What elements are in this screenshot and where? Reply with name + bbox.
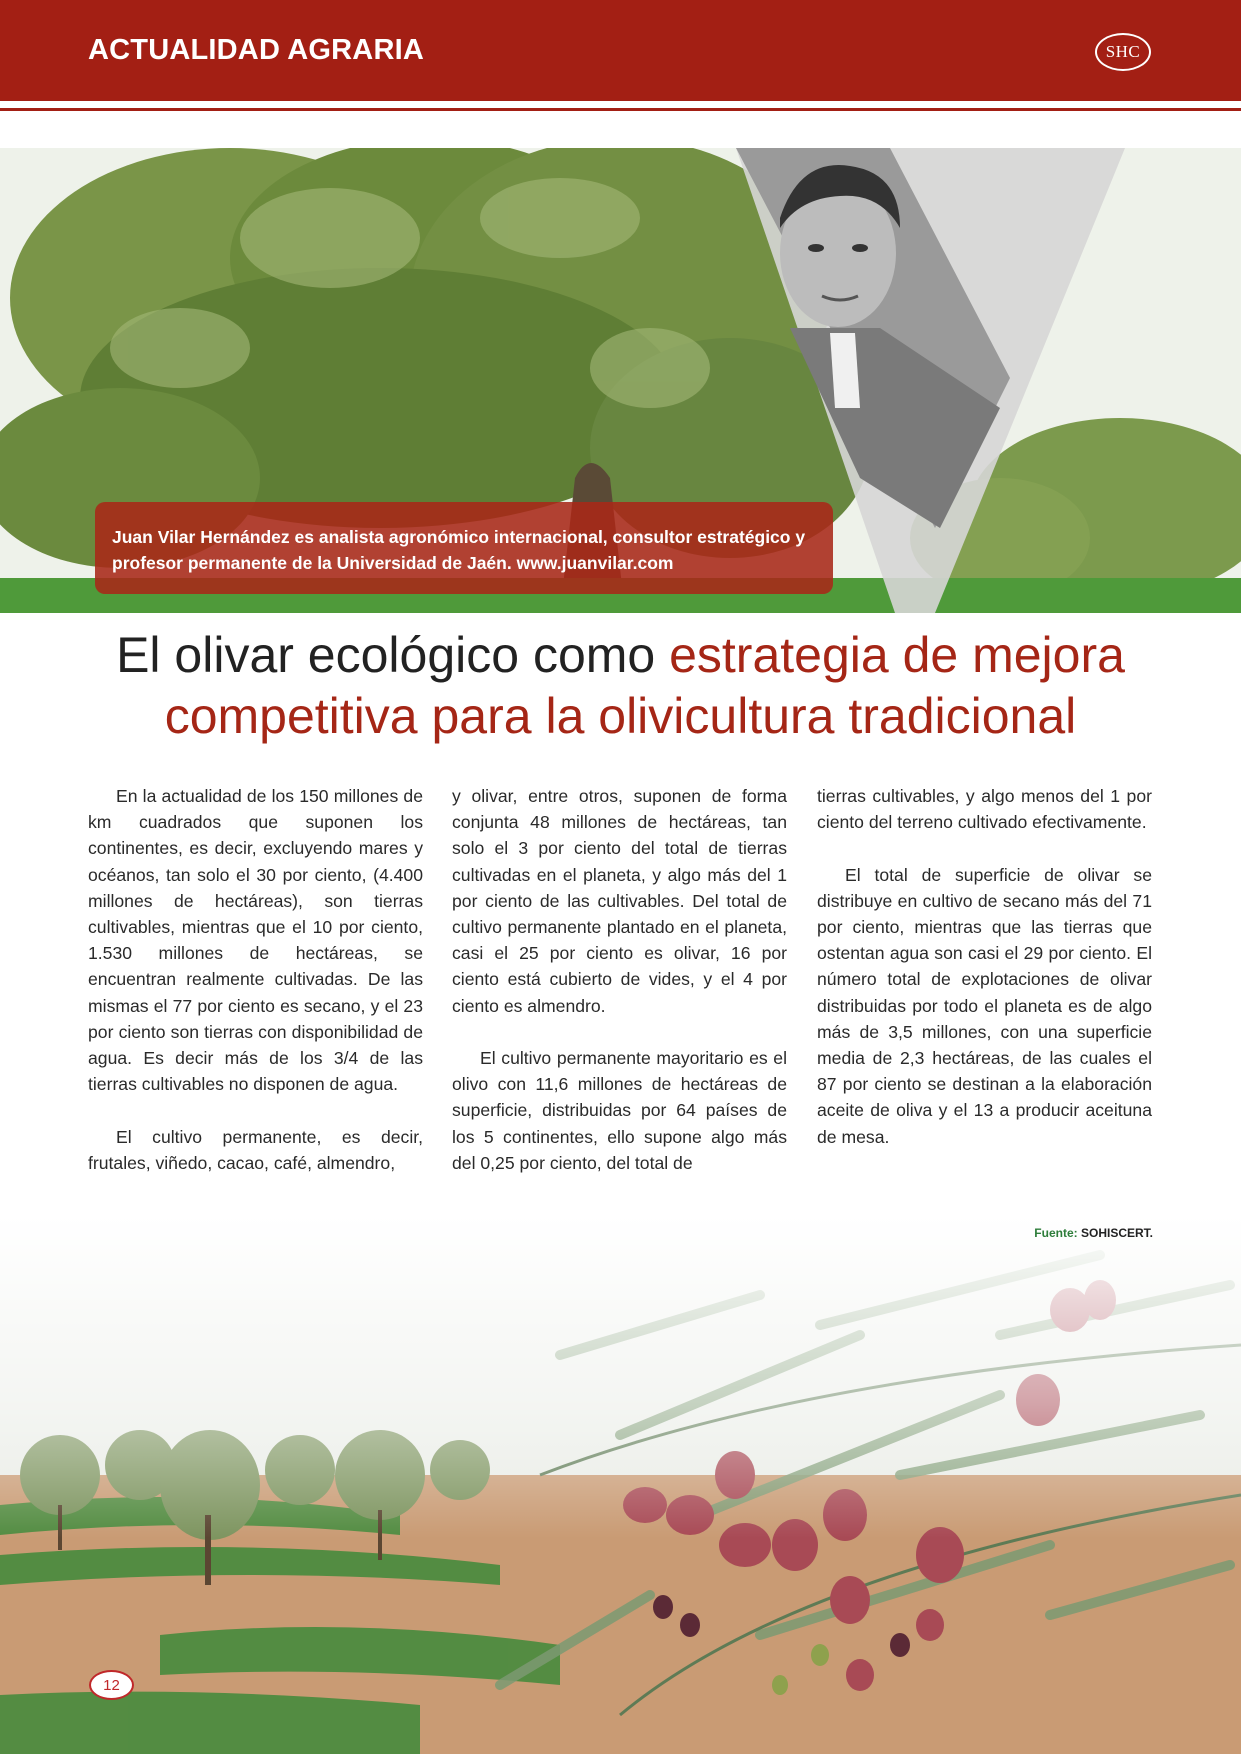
- author-bio-box: [95, 502, 833, 594]
- olive-branch-photo-icon: [0, 1215, 1241, 1754]
- section-title: ACTUALIDAD AGRARIA: [88, 34, 424, 66]
- article-title: [60, 625, 1181, 747]
- source-value: SOHISCERT.: [1080, 1226, 1153, 1240]
- header-band: [0, 0, 1241, 102]
- photo-source: [1034, 1226, 1153, 1240]
- paragraph: tierras cultivables, y algo menos del 1 por ciento del terreno cultivado efectivamente.: [817, 786, 1152, 833]
- page-number: 12: [89, 1670, 134, 1700]
- body-column-1: [88, 783, 423, 1202]
- paragraph: El cultivo permanente, es decir, frutales, viñedo, cacao, café, almendro,: [88, 1126, 423, 1173]
- header-rule: [0, 108, 1241, 111]
- article-title-part1: El olivar ecológico como: [116, 627, 670, 683]
- paragraph: En la actualidad de los 150 millones de km cuadrados que suponen los continentes, es decir, excluyendo mares y océanos, tan solo el 30 por ciento, (4.400 millones de hectáreas), son tierras cultivables, mientras que el 10 por ciento, 1.530 millones de hectáreas, se encuentran realmente cultivadas. De las mismas el 77 por ciento es secano, y el 23 por ciento son tierras con disponibilidad de agua. Es decir más de los 3/4 de las tierras cultivables no disponen de agua.: [88, 786, 423, 1095]
- body-column-3: [817, 783, 1152, 1176]
- header-divider: [0, 101, 1241, 107]
- bottom-photo: [0, 1215, 1241, 1754]
- article-title-part2: estrategia de mejora competitiva para la olivicultura tradicional: [164, 627, 1125, 744]
- paragraph: El total de superficie de olivar se distribuye en cultivo de secano más del 71 por ciento, mientras que las tierras que ostentan agua son casi el 29 por ciento. El número total de explotaciones de olivar distribuidas por todo el planeta es de algo más de 3,5 millones, con una superficie media de 2,3 hectáreas, de las cuales el 87 por ciento se destinan a la elaboración aceite de oliva y el 13 a producir aceituna de mesa.: [817, 864, 1152, 1147]
- body-column-2: [452, 783, 787, 1202]
- shc-logo: SHC: [1095, 33, 1151, 71]
- source-label: Fuente:: [1034, 1226, 1078, 1240]
- paragraph: El cultivo permanente mayoritario es el olivo con 11,6 millones de hectáreas de superficie, distribuidas por 64 países de los 5 continentes, ello supone algo más del 0,25 por ciento, del total de: [452, 1048, 787, 1173]
- paragraph: y olivar, entre otros, suponen de forma conjunta 48 millones de hectáreas, tan solo el 3 por ciento del total de tierras cultivadas en el planeta, y algo más del 1 por ciento de las cultivables. Del total de cultivo permanente plantado en el planeta, casi el 25 por ciento es olivar, 16 por ciento está cubierto de vides, y el 4 por ciento es almendro.: [452, 786, 787, 1016]
- author-bio-text: Juan Vilar Hernández es analista agronómico internacional, consultor estratégico y profesor permanente de la Universidad de Jaén. www.juanvilar.com: [112, 527, 806, 573]
